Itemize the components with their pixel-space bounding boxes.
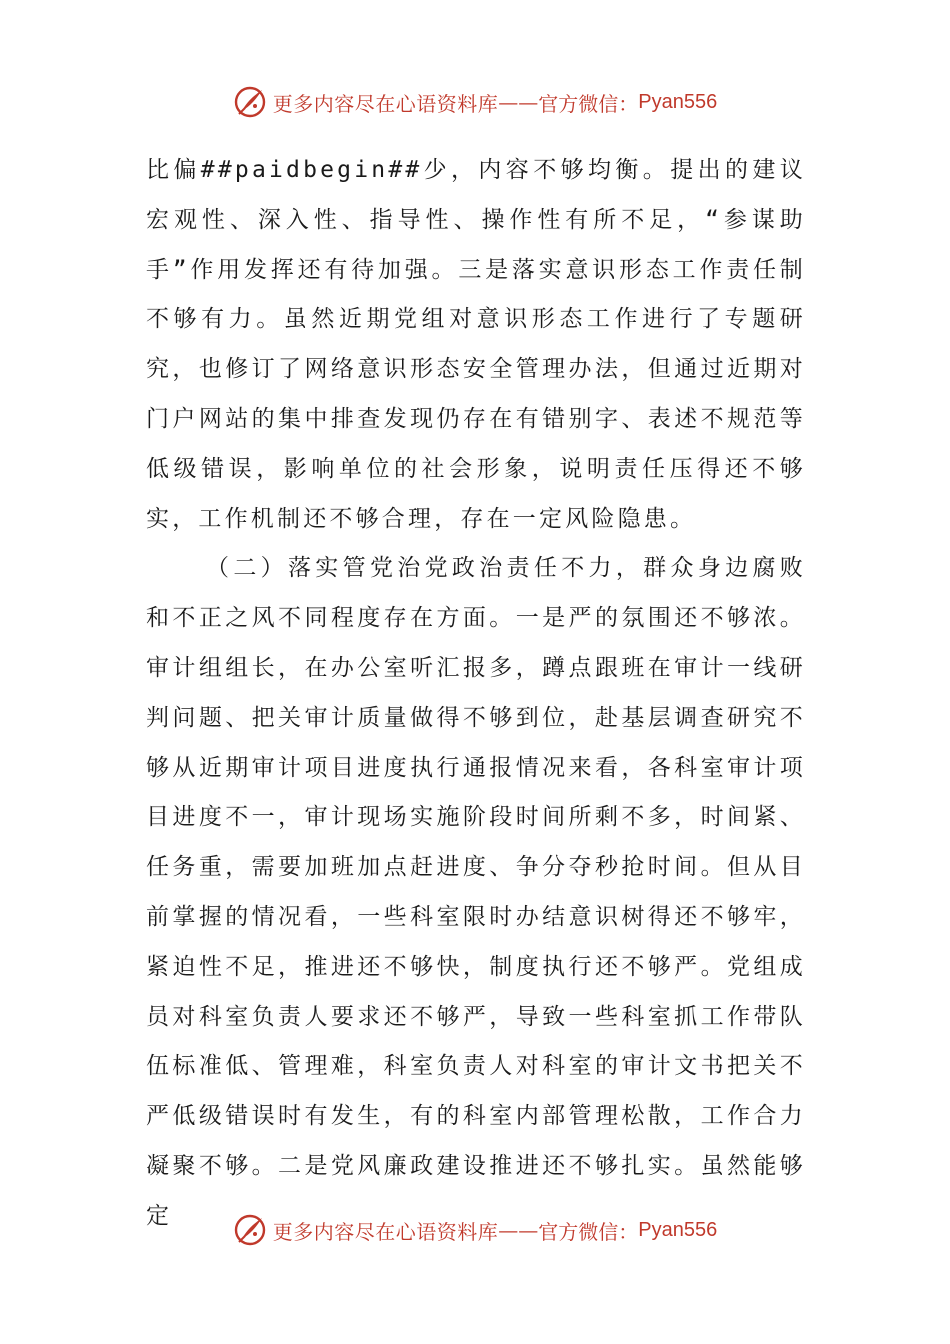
banner-wechat-id: Pyan556 (638, 1218, 718, 1241)
paragraph-2: （二）落实管党治党政治责任不力，群众身边腐败和不正之风不同程度存在方面。一是严的氛围还不够浓。审计组组长，在办公室听汇报多，蹲点跟班在审计一线研判问题、把关审计质量做得不够到位，赴基层调查研究不够从近期审计项目进度执行通报情况来看，各科室审计项目进度不一，审计现场实施阶段时间所剩不多，时间紧、任务重，需要加班加点赶进度、争分夺秒抢时间。但从目前掌握的情况看，一些科室限时办结意识树得还不够牢，紧迫性不足，推进还不够快，制度执行还不够严。党组成员对科室负责人要求还不够严，导致一些科室抓工作带队伍标准低、管理难，科室负责人对科室的审计文书把关不严低级错误时有发生，有的科室内部管理松散，工作合力凝聚不够。二是党风廉政建设推进还不够扎实。虽然能够定 (146, 555, 806, 1229)
banner-separator: —— (498, 1218, 539, 1242)
banner-wechat-label: 官方微信： (538, 1219, 639, 1244)
footer-banner (0, 1210, 950, 1250)
paragraph-1: 比偏##paidbegin##少，内容不够均衡。提出的建议宏观性、深入性、指导性、操作性有所不足，“参谋助手”作用发挥还有待加强。三是落实意识形态工作责任制不够有力。虽然近期党组对意识形态工作进行了专题研究，也修订了网络意识形态安全管理办法，但通过近期对门户网站的集中排查发现仍存在有错别字、表述不规范等低级错误，影响单位的社会形象，说明责任压得还不够实，工作机制还不够合理，存在一定风险隐患。 (146, 157, 806, 532)
document-body (146, 146, 806, 1242)
banner-wechat-id: Pyan556 (638, 90, 718, 113)
quill-logo-icon (233, 1213, 267, 1247)
banner-wechat-label: 官方微信： (538, 91, 639, 116)
quill-logo-icon (233, 85, 267, 119)
banner-text: 更多内容尽在心语资料库 (272, 1219, 499, 1244)
banner-separator: —— (498, 90, 539, 114)
header-banner (0, 82, 950, 122)
banner-text: 更多内容尽在心语资料库 (272, 91, 499, 116)
